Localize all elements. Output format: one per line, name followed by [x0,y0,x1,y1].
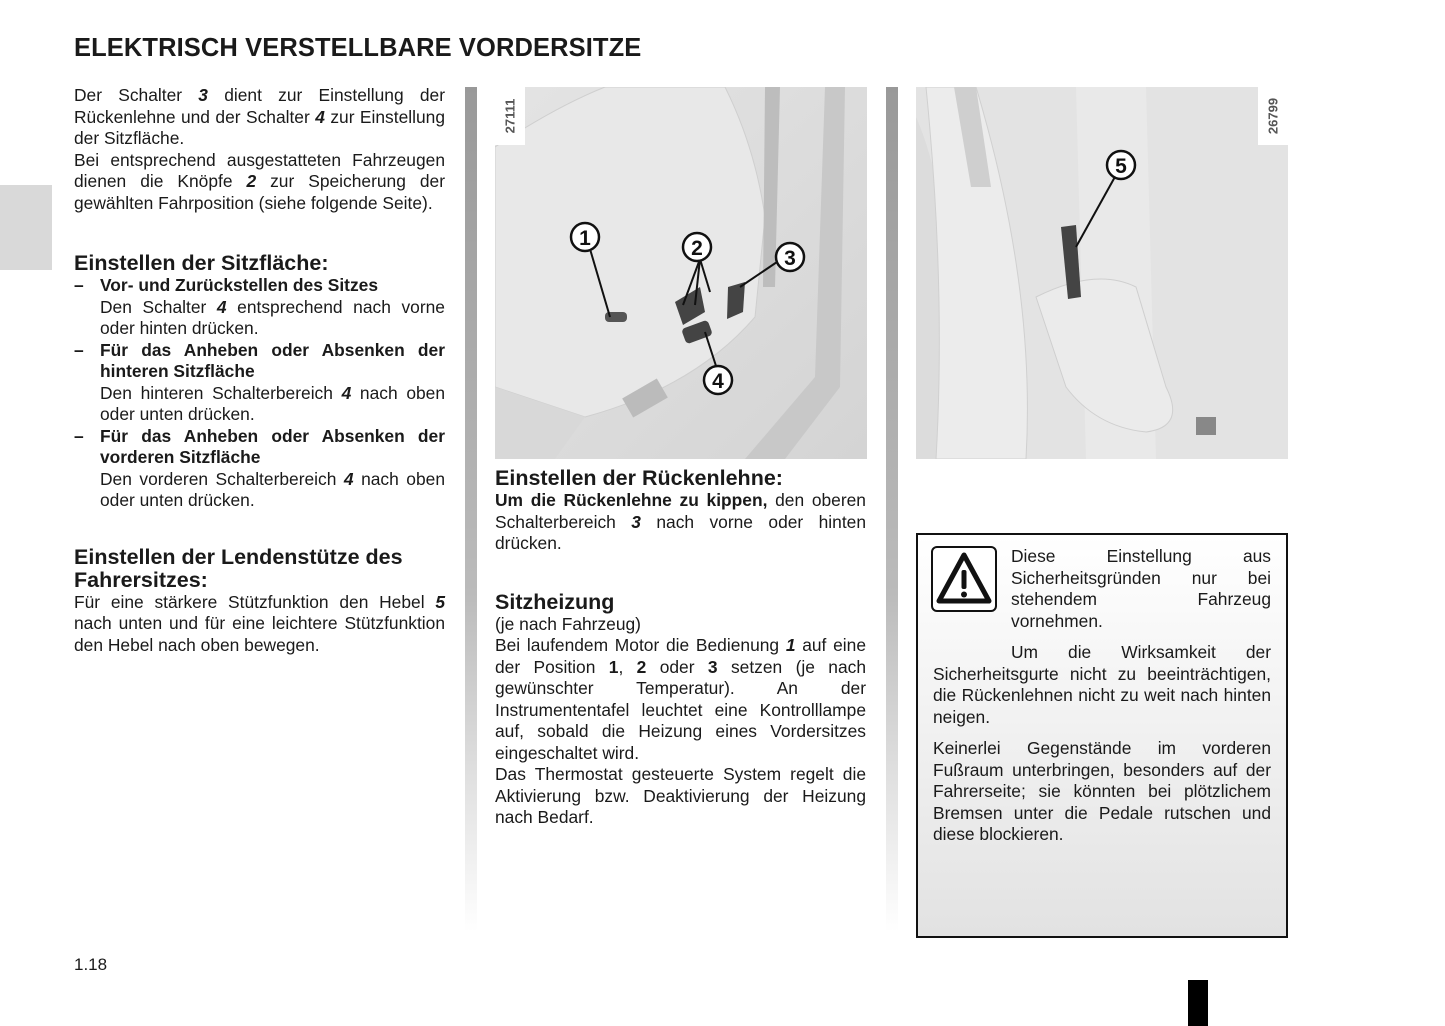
warning-paragraph-1: Diese Einstellung aus Sicherheitsgründen nur bei stehendem Fahrzeug vornehmen. [1011,546,1271,631]
callout-1: 1 [579,227,591,250]
sitzheizung-subtitle: (je nach Fahrzeug) [495,613,641,634]
heading-rueckenlehne: Einstellen der Rückenlehne: [495,466,783,490]
warning-paragraph-2: Um die Wirksamkeit der Sicherheitsgurte nicht zu beeinträchtigen, die Rückenlehnen nicht zu weit nach hinten neigen. [933,642,1271,727]
callout-4: 4 [712,370,724,393]
warning-box [916,533,1288,938]
list-item: – Für das Anheben oder Absenken der vorderen Sitzfläche Den vorderen Schalterbereich 4 nach oben oder unten drücken. [74,425,445,510]
page-title: ELEKTRISCH VERSTELLBARE VORDERSITZE [74,34,642,62]
heading-sitzheizung: Sitzheizung [495,589,615,614]
lenden-paragraph: Für eine stärkere Stützfunktion den Hebel 5 nach unten und für eine leichtere Stützfunktion den Hebel nach oben bewegen. [74,591,445,655]
column-divider [465,87,477,932]
callout-2: 2 [691,237,703,260]
callout-5: 5 [1115,155,1127,178]
middle-column [495,467,866,829]
intro-paragraph-1: Der Schalter 3 dient zur Einstellung der Rückenlehne und der Schalter 4 zur Einstellung der Sitzfläche. [74,85,445,148]
column-divider [886,87,898,932]
list-item: – Vor- und Zurückstellen des Sitzes Den Schalter 4 entsprechend nach vorne oder hinten drücken. [74,275,445,338]
warning-triangle-icon [931,546,997,612]
seat-controls-photo [495,87,867,459]
section-tab [0,185,52,270]
rueckenlehne-paragraph: Um die Rückenlehne zu kippen, den oberen Schalterbereich 3 nach vorne oder hinten drücken. [495,490,867,553]
figure-number: 26799 [1258,87,1288,145]
thumb-index-marker [1188,980,1208,1026]
lumbar-lever-photo [916,87,1288,459]
heading-lendenstuetze: Einstellen der Lendenstütze des Fahrersitzes: [74,544,403,592]
left-column [74,85,445,656]
sitzheizung-paragraph-2: Das Thermostat gesteuerte System regelt die Aktivierung bzw. Deaktivierung der Heizung nach Bedarf. [495,764,866,827]
warning-paragraph-3: Keinerlei Gegenstände im vorderen Fußraum unterbringen, besonders auf der Fahrerseite; sie könnten bei plötzlichem Bremsen unter die Pedale rutschen und diese blockieren. [933,738,1271,844]
intro-paragraph-2: Bei entsprechend ausgestatteten Fahrzeugen dienen die Knöpfe 2 zur Speicherung der gewählten Fahrposition (siehe folgende Seite). [74,149,445,213]
sitzheizung-paragraph-1: Bei laufendem Motor die Bedienung 1 auf eine der Position 1, 2 oder 3 setzen (je nach gewünschter Temperatur). An der Instrumententafel leuchtet eine Kontrolllampe auf, sobald die Heizung eines Vordersitzes eingeschaltet wird. [495,635,866,763]
page-number: 1.18 [74,955,108,974]
figure-number: 27111 [495,87,525,145]
callout-3: 3 [784,247,796,270]
list-item: – Für das Anheben oder Absenken der hinteren Sitzfläche Den hinteren Schalterbereich 4 nach oben oder unten drücken. [74,339,446,424]
heading-sitzflaeche: Einstellen der Sitzfläche: [74,251,329,275]
